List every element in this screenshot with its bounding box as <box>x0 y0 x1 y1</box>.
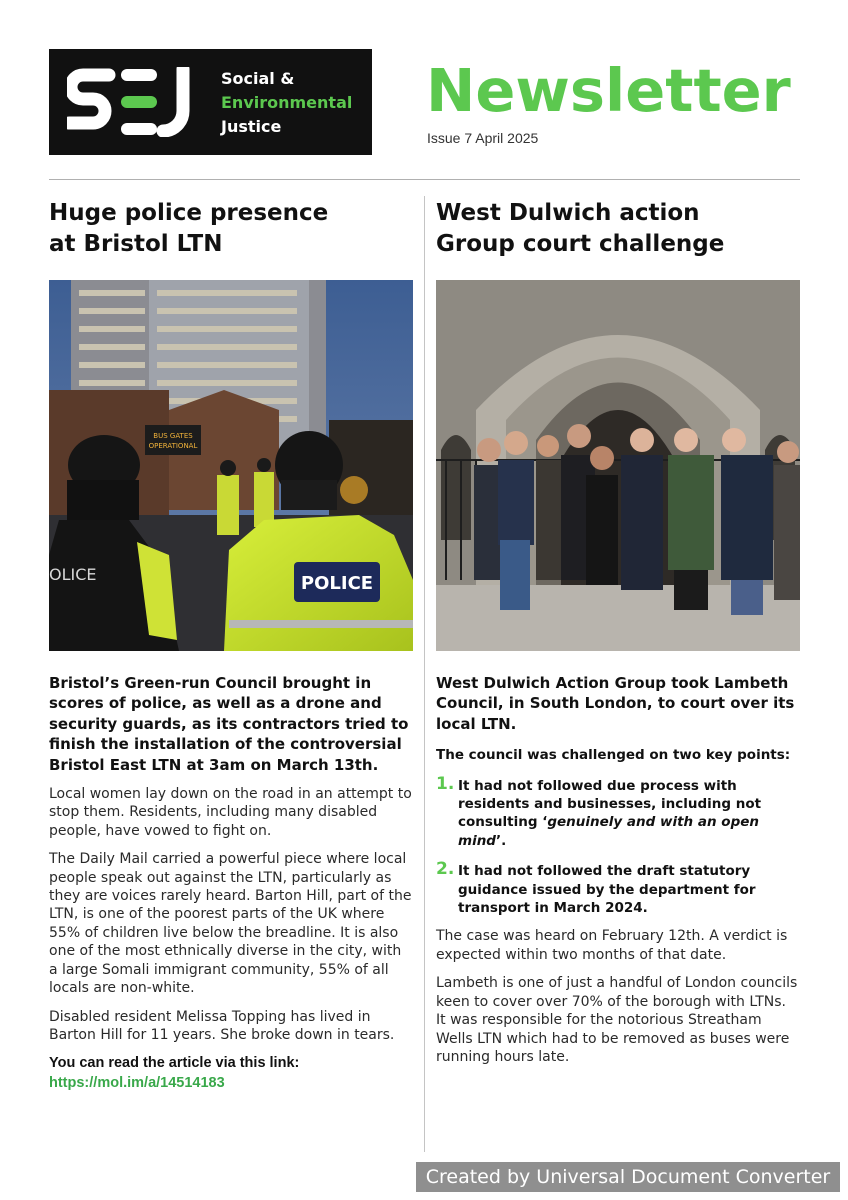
article-left-paragraph: Disabled resident Melissa Topping has lived in Barton Hill for 11 years. She broke down in tears. <box>49 1008 395 1043</box>
sej-logo-mark <box>67 67 199 137</box>
column-divider <box>424 196 425 1152</box>
article-left-lead: Bristol’s Green-run Council brought in scores of police, as well as a drone and security guards, as its contractors tried to finish the installation of the controversial Bristol East LTN at 3am on March 13th. <box>49 674 409 774</box>
brand-line-2: Environmental <box>221 93 353 112</box>
svg-text:BUS GATES: BUS GATES <box>153 432 193 440</box>
point-1 <box>436 773 800 851</box>
police-label: POLICE <box>300 573 374 594</box>
point-2 <box>436 859 800 917</box>
article-left-paragraph: Local women lay down on the road in an attempt to stop them. Residents, including many disabled people, have vowed to fight on. <box>49 786 412 839</box>
article-left <box>49 198 413 1093</box>
brand-line-1: Social & <box>221 69 295 88</box>
article-left-headline <box>49 198 413 276</box>
article-right-paragraph: The case was heard on February 12th. A verdict is expected within two months of that date. <box>436 928 788 963</box>
brand-name <box>221 67 371 139</box>
point-number: 1. <box>436 773 455 794</box>
point-number: 2. <box>436 859 455 880</box>
police-label-partial: OLICE <box>49 565 97 584</box>
points-intro: The council was challenged on two key points: <box>436 747 791 764</box>
header-divider <box>49 179 800 180</box>
article-right-paragraph: Lambeth is one of just a handful of London councils keen to cover over 70% of the borough with LTNs. It was responsible for the notorious Streatham Wells LTN which had to be removed as buses were running hours late. <box>436 975 798 1065</box>
newsletter-title: Newsletter <box>426 56 791 125</box>
article-link[interactable]: https://mol.im/a/14514183 <box>49 1075 225 1092</box>
point-quote: genuinely and with an open mind <box>458 814 759 849</box>
issue-info: Issue 7 April 2025 <box>427 130 539 146</box>
police-photo <box>49 280 413 651</box>
point-text-end: ’. <box>495 832 507 849</box>
article-right-lead: West Dulwich Action Group took Lambeth Council, in South London, to court over its local LTN. <box>436 674 795 733</box>
brand-logo <box>49 49 372 155</box>
article-link-label: You can read the article via this link: <box>49 1055 300 1072</box>
svg-text:OPERATIONAL: OPERATIONAL <box>148 442 198 450</box>
point-text: It had not followed the draft statutory guidance issued by the department for transport in March 2024. <box>458 863 756 917</box>
headline-line: West Dulwich action <box>436 200 700 226</box>
point-text: It had not followed due process with residents and businesses, including not consulting ‘ <box>458 777 762 831</box>
court-photo <box>436 280 800 651</box>
article-right <box>436 198 800 1066</box>
headline-line: Group court challenge <box>436 231 725 257</box>
brand-line-3: Justice <box>221 117 282 136</box>
article-left-paragraph: The Daily Mail carried a powerful piece where local people speak out against the LTN, particularly as they are voices rarely heard. Barton Hill, part of the LTN, is one of the poorest parts of the UK where 55% of children live below the breadline. It is also one of the most ethnically diverse in the city, with a large Somali immigrant community, 55% of all locals are non-white. <box>49 851 412 997</box>
headline-line: Huge police presence <box>49 200 329 226</box>
headline-line: at Bristol LTN <box>49 231 223 257</box>
watermark: Created by Universal Document Converter <box>416 1162 840 1192</box>
article-right-headline <box>436 198 800 276</box>
